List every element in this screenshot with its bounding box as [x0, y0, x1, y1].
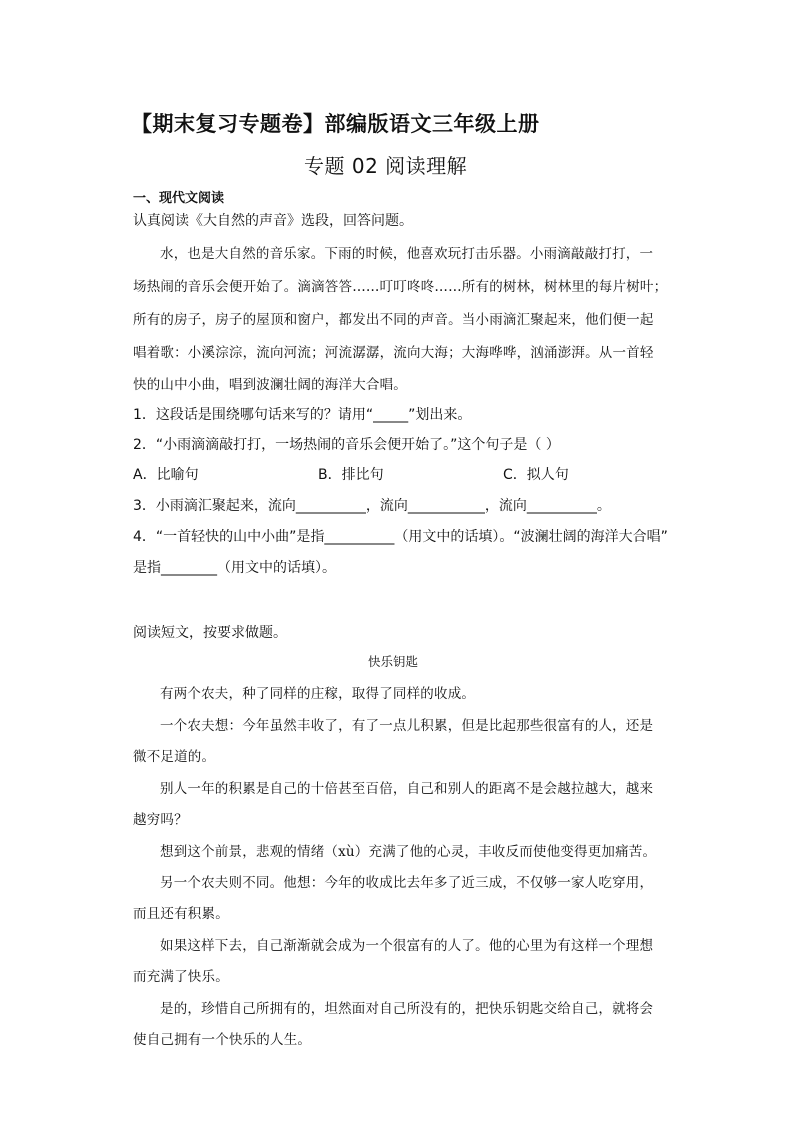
story-line: 想到这个前景，悲观的情绪（xù）充满了他的心灵，丰收反而使他变得更加痛苦。	[160, 844, 657, 860]
passage-line: 快的山中小曲，唱到波澜壮阔的海洋大合唱。	[133, 377, 407, 393]
document-title: 【期末复习专题卷】部编版语文三年级上册	[131, 112, 540, 136]
story-line: 越穷吗？	[133, 812, 188, 828]
question-2: 2．“小雨滴滴敲打打，一场热闹的音乐会便开始了。”这个句子是（ ）	[133, 437, 560, 453]
story-line: 而且还有积累。	[133, 906, 229, 922]
story-line: 而充满了快乐。	[133, 969, 229, 985]
passage-line: 唱着歌：小溪淙淙，流向河流；河流潺潺，流向大海；大海哗哗，汹涌澎湃。从一首轻	[133, 345, 654, 361]
story-line: 别人一年的积累是自己的十倍甚至百倍，自己和别人的距离不是会越拉越大，越来	[160, 781, 654, 797]
question-3: 3．小雨滴汇聚起来，流向__________，流向___________，流向__________。	[133, 498, 611, 514]
section-heading: 一、现代文阅读	[133, 191, 225, 206]
story-line: 是的，珍惜自己所拥有的，坦然面对自己所没有的，把快乐钥匙交给自己，就将会	[160, 1001, 654, 1017]
question-4-continued: 是指________（用文中的话填）。	[133, 560, 336, 576]
story-line: 微不足道的。	[133, 749, 216, 765]
story-line: 有两个农夫，种了同样的庄稼，取得了同样的收成。	[160, 686, 476, 702]
document-subtitle: 专题 02 阅读理解	[304, 154, 468, 178]
reading-instruction: 认真阅读《大自然的声音》选段，回答问题。	[133, 213, 413, 229]
story-title: 快乐钥匙	[368, 654, 419, 669]
story-line: 使自己拥有一个快乐的人生。	[133, 1032, 312, 1048]
passage-line: 所有的房子，房子的屋顶和窗户，都发出不同的声音。当小雨滴汇聚起来，他们便一起	[133, 312, 654, 328]
option-a: A．比喻句	[133, 467, 199, 483]
reading-instruction-2: 阅读短文，按要求做题。	[133, 625, 287, 641]
passage-line: 水，也是大自然的音乐家。下雨的时候，他喜欢玩打击乐器。小雨滴敲敲打打，一	[160, 246, 654, 262]
story-line: 另一个农夫则不同。他想：今年的收成比去年多了近三成，不仅够一家人吃穿用，	[160, 875, 654, 891]
option-b: B．排比句	[318, 467, 384, 483]
option-c: C．拟人句	[503, 467, 569, 483]
story-line: 如果这样下去，自己渐渐就会成为一个很富有的人了。他的心里为有这样一个理想	[160, 938, 654, 954]
question-4: 4．“一首轻快的山中小曲”是指__________（用文中的话填）。“波澜壮阔的海洋大合唱”	[133, 529, 668, 545]
story-line: 一个农夫想：今年虽然丰收了，有了一点儿积累，但是比起那些很富有的人，还是	[160, 718, 654, 734]
question-1: 1．这段话是围绕哪句话来写的？请用“_____”划出来。	[133, 407, 472, 423]
passage-line: 场热闹的音乐会便开始了。滴滴答答……叮叮咚咚……所有的树林，树林里的每片树叶；	[133, 279, 668, 295]
